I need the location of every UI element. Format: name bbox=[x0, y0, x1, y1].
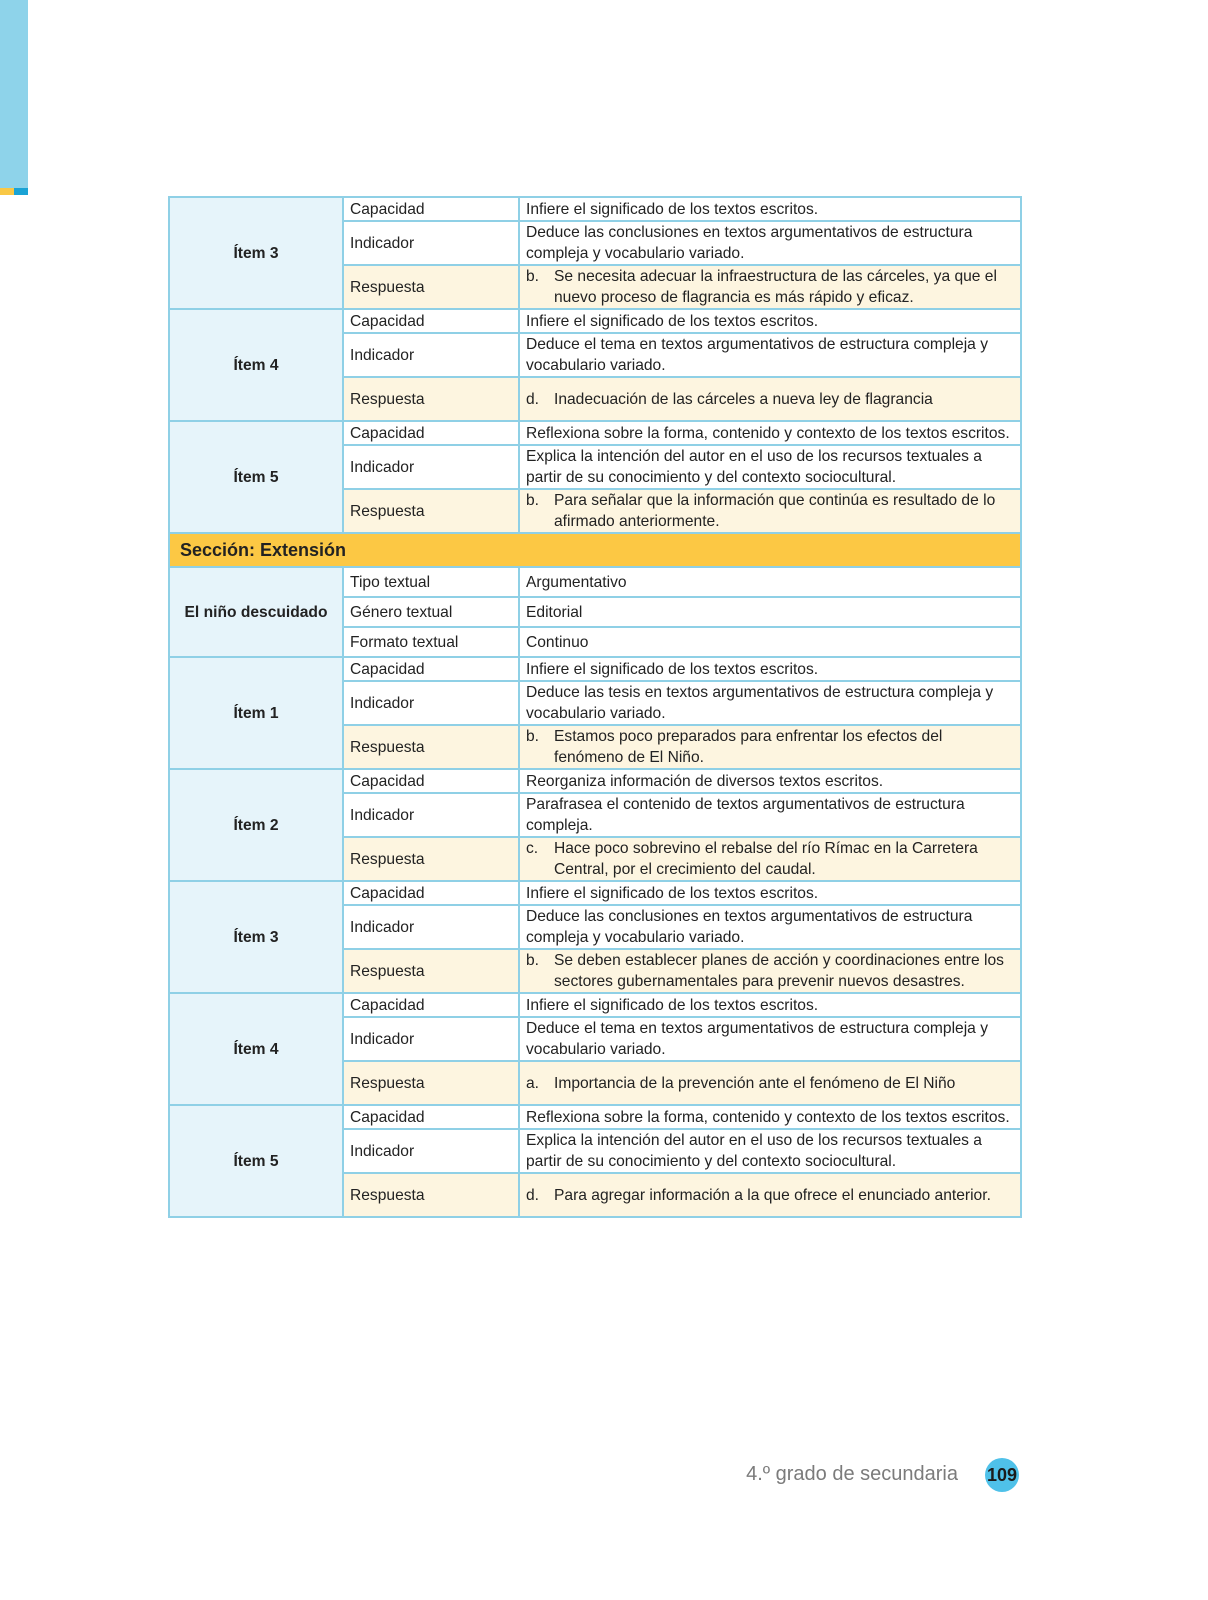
capacidad-row bbox=[169, 769, 1021, 793]
genero-textual-value: Editorial bbox=[519, 597, 1021, 627]
answer-key-table bbox=[168, 196, 1022, 1218]
answer-key-bottom-section bbox=[169, 657, 1021, 1217]
respuesta-value bbox=[519, 949, 1021, 993]
capacidad-label: Capacidad bbox=[343, 769, 519, 793]
capacidad-value: Reflexiona sobre la forma, contenido y contexto de los textos escritos. bbox=[519, 421, 1021, 445]
grade-label: 4.º grado de secundaria bbox=[746, 1463, 958, 1485]
capacidad-row bbox=[169, 993, 1021, 1017]
capacidad-label: Capacidad bbox=[343, 993, 519, 1017]
answer-text: Inadecuación de las cárceles a nueva ley de flagrancia bbox=[554, 390, 933, 408]
capacidad-row bbox=[169, 881, 1021, 905]
genero-textual-label: Género textual bbox=[343, 597, 519, 627]
item-label: Ítem 4 bbox=[169, 309, 343, 421]
capacidad-row bbox=[169, 421, 1021, 445]
answer-text: Hace poco sobrevino el rebalse del río Rímac en la Carretera Central, por el crecimiento del caudal. bbox=[554, 840, 978, 878]
capacidad-label: Capacidad bbox=[343, 881, 519, 905]
respuesta-value bbox=[519, 489, 1021, 533]
answer-letter: d. bbox=[526, 1186, 540, 1204]
page-number: 109 bbox=[985, 1458, 1019, 1492]
answer-text: Estamos poco preparados para enfrentar los efectos del fenómeno de El Niño. bbox=[554, 728, 943, 766]
capacidad-row bbox=[169, 197, 1021, 221]
tipo-textual-value: Argumentativo bbox=[519, 567, 1021, 597]
respuesta-label: Respuesta bbox=[343, 1061, 519, 1105]
capacidad-value: Infiere el significado de los textos escritos. bbox=[519, 657, 1021, 681]
answer-option bbox=[526, 1185, 1014, 1206]
answer-option bbox=[526, 266, 1014, 308]
indicador-value: Deduce el tema en textos argumentativos de estructura compleja y vocabulario variado. bbox=[519, 333, 1021, 377]
section-title: Sección: Extensión bbox=[169, 533, 1021, 567]
answer-key-top-section bbox=[169, 197, 1021, 533]
indicador-value: Explica la intención del autor en el uso de los recursos textuales a partir de su conocimiento y del contexto sociocultural. bbox=[519, 445, 1021, 489]
answer-text: Se necesita adecuar la infraestructura de las cárceles, ya que el nuevo proceso de flagrancia es más rápido y eficaz. bbox=[554, 268, 997, 306]
formato-textual-label: Formato textual bbox=[343, 627, 519, 657]
capacidad-label: Capacidad bbox=[343, 197, 519, 221]
answer-letter: a. bbox=[526, 1074, 540, 1092]
answer-letter: b. bbox=[526, 268, 540, 285]
capacidad-value: Infiere el significado de los textos escritos. bbox=[519, 993, 1021, 1017]
formato-textual-value: Continuo bbox=[519, 627, 1021, 657]
indicador-label: Indicador bbox=[343, 445, 519, 489]
respuesta-label: Respuesta bbox=[343, 377, 519, 421]
item-label: Ítem 3 bbox=[169, 881, 343, 993]
respuesta-label: Respuesta bbox=[343, 837, 519, 881]
respuesta-value bbox=[519, 265, 1021, 309]
indicador-label: Indicador bbox=[343, 221, 519, 265]
item-label: Ítem 1 bbox=[169, 657, 343, 769]
capacidad-row bbox=[169, 1105, 1021, 1129]
indicador-value: Deduce las conclusiones en textos argumentativos de estructura compleja y vocabulario variado. bbox=[519, 905, 1021, 949]
respuesta-value bbox=[519, 1173, 1021, 1217]
side-decoration-stripe-yellow bbox=[0, 188, 14, 195]
capacidad-value: Infiere el significado de los textos escritos. bbox=[519, 881, 1021, 905]
respuesta-label: Respuesta bbox=[343, 949, 519, 993]
answer-text: Para agregar información a la que ofrece el enunciado anterior. bbox=[554, 1186, 991, 1204]
indicador-label: Indicador bbox=[343, 793, 519, 837]
text-title: El niño descuidado bbox=[169, 567, 343, 657]
indicador-label: Indicador bbox=[343, 1129, 519, 1173]
indicador-value: Parafrasea el contenido de textos argumentativos de estructura compleja. bbox=[519, 793, 1021, 837]
answer-option bbox=[526, 490, 1014, 532]
capacidad-value: Infiere el significado de los textos escritos. bbox=[519, 197, 1021, 221]
indicador-value: Deduce las conclusiones en textos argumentativos de estructura compleja y vocabulario variado. bbox=[519, 221, 1021, 265]
answer-letter: b. bbox=[526, 728, 540, 745]
respuesta-value bbox=[519, 377, 1021, 421]
answer-text: Importancia de la prevención ante el fenómeno de El Niño bbox=[554, 1074, 956, 1092]
capacidad-label: Capacidad bbox=[343, 1105, 519, 1129]
answer-letter: b. bbox=[526, 952, 540, 969]
respuesta-label: Respuesta bbox=[343, 725, 519, 769]
answer-option bbox=[526, 389, 1014, 410]
answer-letter: b. bbox=[526, 492, 540, 509]
capacidad-label: Capacidad bbox=[343, 309, 519, 333]
indicador-value: Deduce el tema en textos argumentativos de estructura compleja y vocabulario variado. bbox=[519, 1017, 1021, 1061]
item-label: Ítem 5 bbox=[169, 421, 343, 533]
answer-option bbox=[526, 838, 1014, 880]
answer-option bbox=[526, 726, 1014, 768]
answer-option bbox=[526, 1073, 1014, 1094]
item-label: Ítem 5 bbox=[169, 1105, 343, 1217]
capacidad-value: Reflexiona sobre la forma, contenido y contexto de los textos escritos. bbox=[519, 1105, 1021, 1129]
indicador-label: Indicador bbox=[343, 905, 519, 949]
answer-text: Se deben establecer planes de acción y coordinaciones entre los sectores gubernamentales para prevenir nuevos desastres. bbox=[554, 952, 1004, 990]
indicador-label: Indicador bbox=[343, 333, 519, 377]
respuesta-value bbox=[519, 725, 1021, 769]
capacidad-label: Capacidad bbox=[343, 657, 519, 681]
indicador-label: Indicador bbox=[343, 681, 519, 725]
respuesta-label: Respuesta bbox=[343, 489, 519, 533]
text-info-row bbox=[169, 567, 1021, 597]
answer-letter: d. bbox=[526, 390, 540, 408]
answer-letter: c. bbox=[526, 840, 539, 857]
respuesta-label: Respuesta bbox=[343, 1173, 519, 1217]
indicador-value: Deduce las tesis en textos argumentativos de estructura compleja y vocabulario variado. bbox=[519, 681, 1021, 725]
respuesta-value bbox=[519, 1061, 1021, 1105]
indicador-label: Indicador bbox=[343, 1017, 519, 1061]
capacidad-row bbox=[169, 657, 1021, 681]
section-header-row bbox=[169, 533, 1021, 567]
capacidad-row bbox=[169, 309, 1021, 333]
capacidad-label: Capacidad bbox=[343, 421, 519, 445]
respuesta-value bbox=[519, 837, 1021, 881]
respuesta-label: Respuesta bbox=[343, 265, 519, 309]
indicador-value: Explica la intención del autor en el uso de los recursos textuales a partir de su conocimiento y del contexto sociocultural. bbox=[519, 1129, 1021, 1173]
tipo-textual-label: Tipo textual bbox=[343, 567, 519, 597]
capacidad-value: Reorganiza información de diversos textos escritos. bbox=[519, 769, 1021, 793]
side-decoration-bar bbox=[0, 0, 28, 188]
answer-text: Para señalar que la información que continúa es resultado de lo afirmado anteriormente. bbox=[554, 492, 996, 530]
side-decoration-stripe-blue bbox=[14, 188, 28, 195]
capacidad-value: Infiere el significado de los textos escritos. bbox=[519, 309, 1021, 333]
item-label: Ítem 4 bbox=[169, 993, 343, 1105]
extension-section bbox=[169, 533, 1021, 657]
answer-option bbox=[526, 950, 1014, 992]
item-label: Ítem 2 bbox=[169, 769, 343, 881]
item-label: Ítem 3 bbox=[169, 197, 343, 309]
